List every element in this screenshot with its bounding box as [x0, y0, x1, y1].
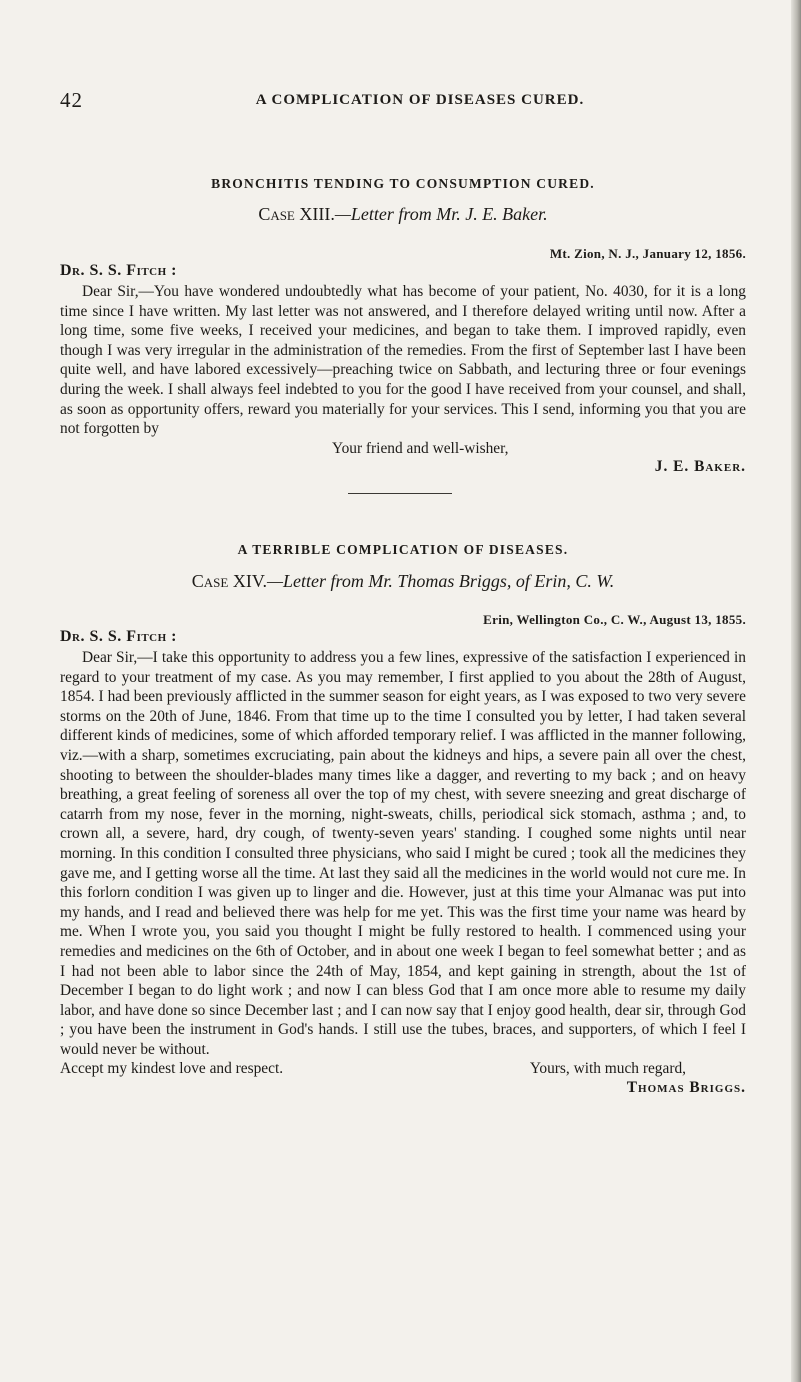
section-2-letter [60, 648, 746, 1097]
letter-closing-line [60, 1059, 746, 1079]
letter-signature: J. E. Baker. [654, 458, 746, 476]
section-1-title: BRONCHITIS TENDING TO CONSUMPTION CURED. [211, 176, 595, 191]
section-2-salutation: Dr. S. S. Fitch : [60, 628, 178, 645]
section-2-dateline: Erin, Wellington Co., C. W., August 13, 1855. [483, 612, 746, 627]
page-edge-shadow [791, 0, 801, 1382]
section-2-case-line [60, 571, 746, 592]
section-1-letter [60, 282, 746, 476]
page-header [60, 88, 750, 114]
case-description: —Letter from Mr. Thomas Briggs, of Erin, C. W. [267, 571, 615, 591]
letter-signature: Thomas Briggs. [626, 1079, 746, 1097]
closing-left: Accept my kindest love and respect. [60, 1060, 284, 1078]
letter-closing: Your friend and well-wisher, [332, 439, 509, 457]
running-head: A COMPLICATION OF DISEASES CURED. [255, 92, 585, 108]
case-label: Case XIV. [191, 571, 268, 591]
section-1-dateline: Mt. Zion, N. J., January 12, 1856. [549, 246, 746, 261]
letter-body: Dear Sir,—You have wondered undoubtedly what has become of your patient, No. 4030, for it is a long time since I have written. My last letter was not answered, and I therefore delayed writing until now. After a long time, some five weeks, I received your medicines, and began to take them. I improved rapidly, even though I was very irregular in the administration of the remedies. From the first of September last I have been quite well, and have labored excessively—preaching twice on Sabbath, and lecturing three or four evenings during the week. I shall always feel indebted to you for the good I have received from your counsel, and shall, as soon as opportunity offers, reward you materially for your services. This I send, informing you that you are not forgotten by [60, 283, 746, 438]
case-description: —Letter from Mr. J. E. Baker. [334, 204, 548, 224]
section-1-case-line [60, 204, 746, 225]
letter-body: Dear Sir,—I take this opportunity to address you a few lines, expressive of the satisfaction I experienced in regard to your treatment of my case. As you may remember, I first applied to you about the 28th of August, 1854. I had been previously afflicted in the summer season for eight years, as I was exposed to two very severe storms on the 20th of June, 1846. From that time up to the time I consulted you by letter, I had taken several different kinds of medicines, some of which afforded temporary relief. I was afflicted in the manner following, viz.—with a sharp, sometimes excruciating, pain about the kidneys and hips, a severe pain all over the chest, shooting to between the shoulder-blades many times like a dagger, and reverting to my back ; and on heavy breathing, a great feeling of soreness all over the top of my chest, with severe sneezing and great discharge of catarrh from my nose, fever in the morning, night-sweats, chills, periodical sick stomach, asthma ; and, to crown all, a severe, hard, dry cough, of twenty-seven years' standing. I coughed some nights until near morning. In this condition I consulted three physicians, who said I might be cured ; took all the medicines they gave me, and I getting worse all the time. At last they said all the medicines in the world would not cure me. In this forlorn condition I was given up to linger and die. However, just at this time your Almanac was put into my hands, and I read and believed there was help for me yet. This was the first time your name was heard by me. When I wrote you, you said you thought I might be fully restored to health. I commenced using your remedies and medicines on the 6th of October, and in about one week I began to feel somewhat better ; and as I had not been able to labor since the 24th of May, 1854, and kept gaining in strength, about the 1st of December I began to do light work ; and now I can bless God that I am once more able to resume my daily labor, and have done so since December last ; and I can now say that I enjoy good health, dear sir, through God ; you have been the instrument in God's hands. I still use the tubes, braces, and supporters, of which I feel I would never be without. [60, 649, 746, 1058]
section-1-salutation: Dr. S. S. Fitch : [60, 262, 178, 279]
section-divider [348, 493, 452, 494]
section-2-title: A TERRIBLE COMPLICATION OF DISEASES. [237, 542, 569, 557]
closing-right: Yours, with much regard, [529, 1060, 686, 1078]
case-label: Case XIII. [258, 204, 335, 224]
page-number: 42 [60, 88, 83, 112]
